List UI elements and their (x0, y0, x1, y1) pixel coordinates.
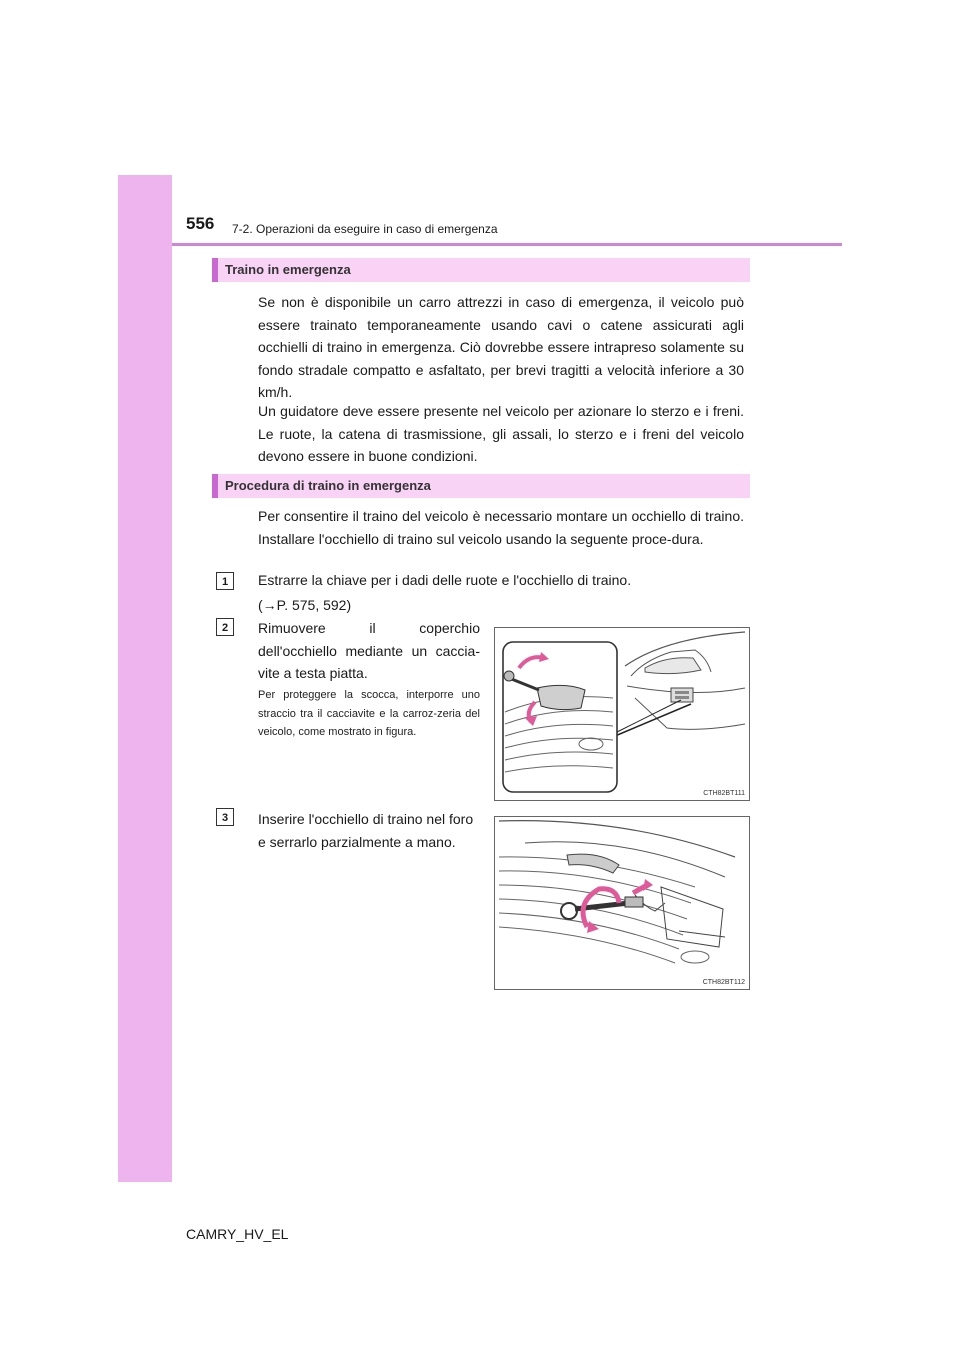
towing-eyelet-illustration (495, 817, 749, 989)
figure-insert-towing-eyelet (494, 816, 750, 990)
step-1-reference: (→P. 575, 592) (258, 597, 352, 613)
paragraph-traino-intro: Se non è disponibile un carro attrezzi in caso di emergenza, il veicolo può essere trainato temporaneamente usando cavi o catene assicurati agli occhielli di traino in emergenza. Ciò dovrebbe essere intrapreso solamente su fondo stradale compatto e asfaltato, per brevi tragitti a velocità inferiore a 30 km/h. (258, 294, 744, 400)
header-rule (172, 243, 842, 246)
step-3-text: Inserire l'occhiello di traino nel foro e serrarlo parzialmente a mano. (258, 811, 474, 850)
paragraph-traino-conditions: Un guidatore deve essere presente nel veicolo per azionare lo sterzo e i freni. Le ruote, la catena di trasmissione, gli assali, lo sterzo e i freni del veicolo devono essere in buone condizioni. (258, 403, 744, 464)
section-heading-procedura: Procedura di traino in emergenza (212, 474, 750, 498)
page-number: 556 (186, 214, 215, 233)
step-2-note: Per proteggere la scocca, interporre uno straccio tra il cacciavite e la carroz-zeria del veicolo, come mostrato in figura. (258, 689, 480, 738)
section-heading-traino: Traino in emergenza (212, 258, 750, 282)
step-2-text: Rimuovere il coperchio dell'occhiello mediante un caccia-vite a testa piatta. (258, 620, 480, 681)
chapter-side-band (118, 175, 172, 1182)
figure-code: CTH82BT111 (703, 790, 745, 797)
figure-code: CTH82BT112 (702, 979, 745, 986)
figure-remove-cover (494, 627, 750, 801)
step-number-1: 1 (216, 572, 234, 590)
step-number-2: 2 (216, 618, 234, 636)
step-1-text: Estrarre la chiave per i dadi delle ruote e l'occhiello di traino. (258, 572, 632, 588)
footer-model-code: CAMRY_HV_EL (186, 1226, 289, 1242)
paragraph-procedura-intro: Per consentire il traino del veicolo è necessario montare un occhiello di traino. Installare l'occhiello di traino sul veicolo usando la seguente proce-dura. (258, 508, 744, 547)
section-reference: 7-2. Operazioni da eseguire in caso di emergenza (232, 222, 498, 236)
step-number-3: 3 (216, 808, 234, 826)
bumper-cover-illustration (495, 628, 749, 800)
